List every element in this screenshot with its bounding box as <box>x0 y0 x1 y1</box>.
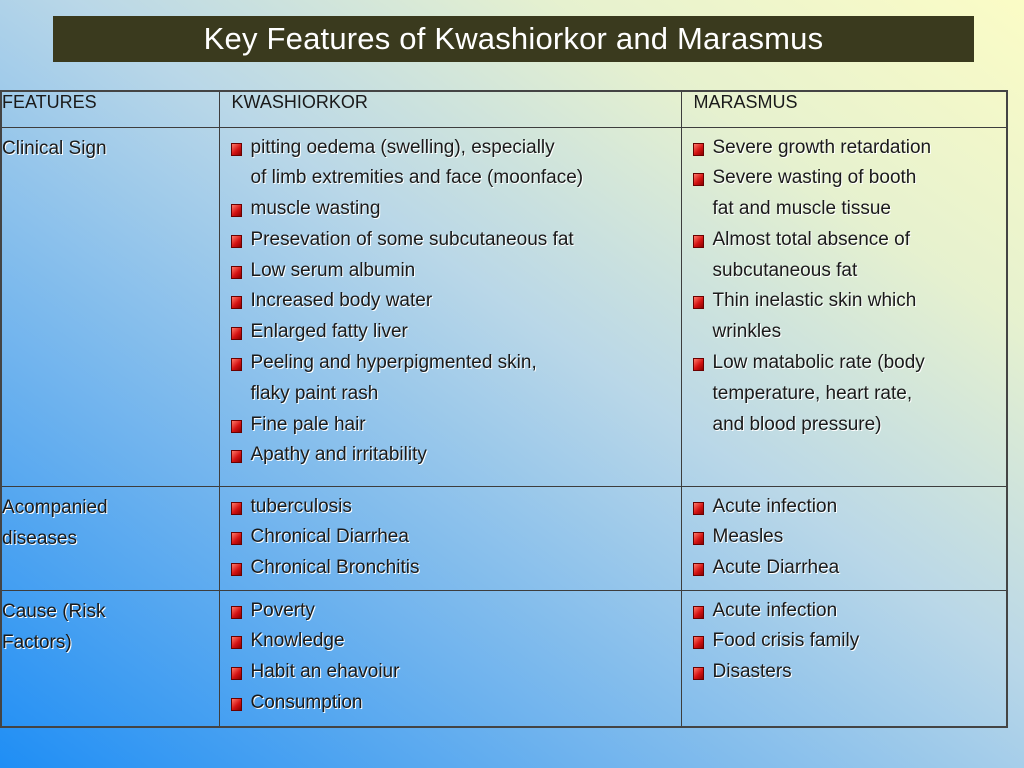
list-item-text: Fine pale hair <box>250 413 366 435</box>
kwashiorkor-clinical-cell <box>219 127 681 486</box>
red-square-bullet-icon <box>231 502 242 515</box>
list-item-text: Thin inelastic skin which <box>712 290 917 312</box>
list-item-text: Increased body water <box>250 290 433 312</box>
red-square-bullet-icon <box>231 266 242 279</box>
list-item-text: Low serum albumin <box>250 259 416 281</box>
list-item <box>692 163 1007 194</box>
red-square-bullet-icon <box>231 450 242 463</box>
list-item <box>230 596 681 627</box>
list-item <box>692 348 1007 379</box>
list-item-continuation <box>692 194 1007 225</box>
list-item <box>230 553 681 584</box>
marasmus-cause-list <box>682 591 1007 688</box>
kwashiorkor-cause-list <box>220 591 681 719</box>
list-item <box>230 133 681 164</box>
list-item <box>230 225 681 256</box>
marasmus-cause-cell <box>681 590 1007 727</box>
list-item <box>230 688 681 719</box>
list-item-text: Low matabolic rate (body <box>712 352 925 374</box>
list-item <box>230 317 681 348</box>
list-item <box>692 596 1007 627</box>
list-item <box>230 194 681 225</box>
list-item <box>230 657 681 688</box>
feature-label-clinical: Clinical Sign <box>2 137 107 159</box>
list-item <box>692 492 1007 523</box>
list-item-text: subcutaneous fat <box>712 259 858 281</box>
list-item <box>692 225 1007 256</box>
kwashiorkor-clinical-list <box>220 128 681 472</box>
list-item-text: wrinkles <box>712 321 782 343</box>
red-square-bullet-icon <box>693 296 704 309</box>
feature-label-diseases-line1: Acompanied <box>2 496 108 518</box>
list-item-text: fat and muscle tissue <box>712 198 891 220</box>
list-item-text: temperature, heart rate, <box>712 382 913 404</box>
red-square-bullet-icon <box>693 636 704 649</box>
red-square-bullet-icon <box>231 698 242 711</box>
red-square-bullet-icon <box>693 563 704 576</box>
list-item <box>230 522 681 553</box>
list-item <box>692 133 1007 164</box>
header-marasmus: MARASMUS <box>681 91 1007 127</box>
list-item-text: Chronical Diarrhea <box>250 526 409 548</box>
list-item-text: Habit an ehavoiur <box>250 661 400 683</box>
red-square-bullet-icon <box>693 667 704 680</box>
list-item <box>692 286 1007 317</box>
red-square-bullet-icon <box>693 235 704 248</box>
header-kwashiorkor: KWASHIORKOR <box>219 91 681 127</box>
list-item-text: pitting oedema (swelling), especially <box>250 136 555 158</box>
table-header-row <box>1 91 1007 127</box>
red-square-bullet-icon <box>231 296 242 309</box>
list-item <box>692 657 1007 688</box>
list-item <box>230 492 681 523</box>
list-item <box>692 626 1007 657</box>
list-item-text: flaky paint rash <box>250 382 379 404</box>
table-row-clinical-sign <box>1 127 1007 486</box>
list-item-text: Enlarged fatty liver <box>250 321 408 343</box>
slide-title-bar <box>53 16 974 62</box>
red-square-bullet-icon <box>231 667 242 680</box>
table-row-accompanied-diseases <box>1 486 1007 590</box>
red-square-bullet-icon <box>693 532 704 545</box>
list-item-continuation <box>692 256 1007 287</box>
list-item <box>230 626 681 657</box>
list-item-text: of limb extremities and face (moonface) <box>250 167 584 189</box>
feature-label-diseases-line2: diseases <box>2 527 77 549</box>
feature-cell-clinical <box>1 127 219 486</box>
list-item <box>230 440 681 471</box>
list-item-text: Chronical Bronchitis <box>250 557 420 579</box>
slide-title: Key Features of Kwashiorkor and Marasmus <box>203 21 824 56</box>
red-square-bullet-icon <box>693 502 704 515</box>
red-square-bullet-icon <box>693 143 704 156</box>
marasmus-diseases-list <box>682 487 1007 584</box>
red-square-bullet-icon <box>231 143 242 156</box>
red-square-bullet-icon <box>231 563 242 576</box>
marasmus-clinical-list <box>682 128 1007 441</box>
red-square-bullet-icon <box>231 532 242 545</box>
list-item <box>230 348 681 379</box>
red-square-bullet-icon <box>693 358 704 371</box>
comparison-table <box>0 90 1008 728</box>
feature-label-cause-line1: Cause (Risk <box>2 600 106 622</box>
feature-label-cause-line2: Factors) <box>2 631 72 653</box>
list-item-text: Acute infection <box>712 599 838 621</box>
feature-cell-cause <box>1 590 219 727</box>
kwashiorkor-diseases-cell <box>219 486 681 590</box>
list-item-continuation <box>230 379 681 410</box>
red-square-bullet-icon <box>231 204 242 217</box>
list-item-text: Acute infection <box>712 495 838 517</box>
red-square-bullet-icon <box>231 327 242 340</box>
marasmus-diseases-cell <box>681 486 1007 590</box>
list-item-text: Consumption <box>250 691 363 713</box>
table-row-cause-risk-factors <box>1 590 1007 727</box>
red-square-bullet-icon <box>231 235 242 248</box>
list-item-text: tuberculosis <box>250 495 352 517</box>
list-item-continuation <box>692 410 1007 441</box>
list-item-text: Knowledge <box>250 630 345 652</box>
list-item-text: and blood pressure) <box>712 413 882 435</box>
marasmus-clinical-cell <box>681 127 1007 486</box>
list-item-text: Presevation of some subcutaneous fat <box>250 228 574 250</box>
list-item <box>230 256 681 287</box>
list-item-text: Food crisis family <box>712 630 860 652</box>
red-square-bullet-icon <box>231 606 242 619</box>
list-item-continuation <box>692 317 1007 348</box>
list-item <box>230 286 681 317</box>
list-item <box>692 553 1007 584</box>
list-item-text: Severe growth retardation <box>712 136 932 158</box>
list-item <box>230 410 681 441</box>
kwashiorkor-diseases-list <box>220 487 681 584</box>
list-item <box>692 522 1007 553</box>
list-item-text: Acute Diarrhea <box>712 557 840 579</box>
feature-cell-diseases <box>1 486 219 590</box>
red-square-bullet-icon <box>231 420 242 433</box>
list-item-continuation <box>692 379 1007 410</box>
list-item-text: Severe wasting of booth <box>712 167 917 189</box>
kwashiorkor-cause-cell <box>219 590 681 727</box>
list-item-text: muscle wasting <box>250 198 381 220</box>
list-item-text: Peeling and hyperpigmented skin, <box>250 352 537 374</box>
list-item-text: Apathy and irritability <box>250 444 427 466</box>
header-features: FEATURES <box>1 91 219 127</box>
list-item-text: Almost total absence of <box>712 228 910 250</box>
list-item-text: Measles <box>712 526 784 548</box>
list-item-text: Poverty <box>250 599 315 621</box>
red-square-bullet-icon <box>693 173 704 186</box>
red-square-bullet-icon <box>231 358 242 371</box>
red-square-bullet-icon <box>693 606 704 619</box>
list-item-continuation <box>230 163 681 194</box>
list-item-text: Disasters <box>712 661 792 683</box>
red-square-bullet-icon <box>231 636 242 649</box>
